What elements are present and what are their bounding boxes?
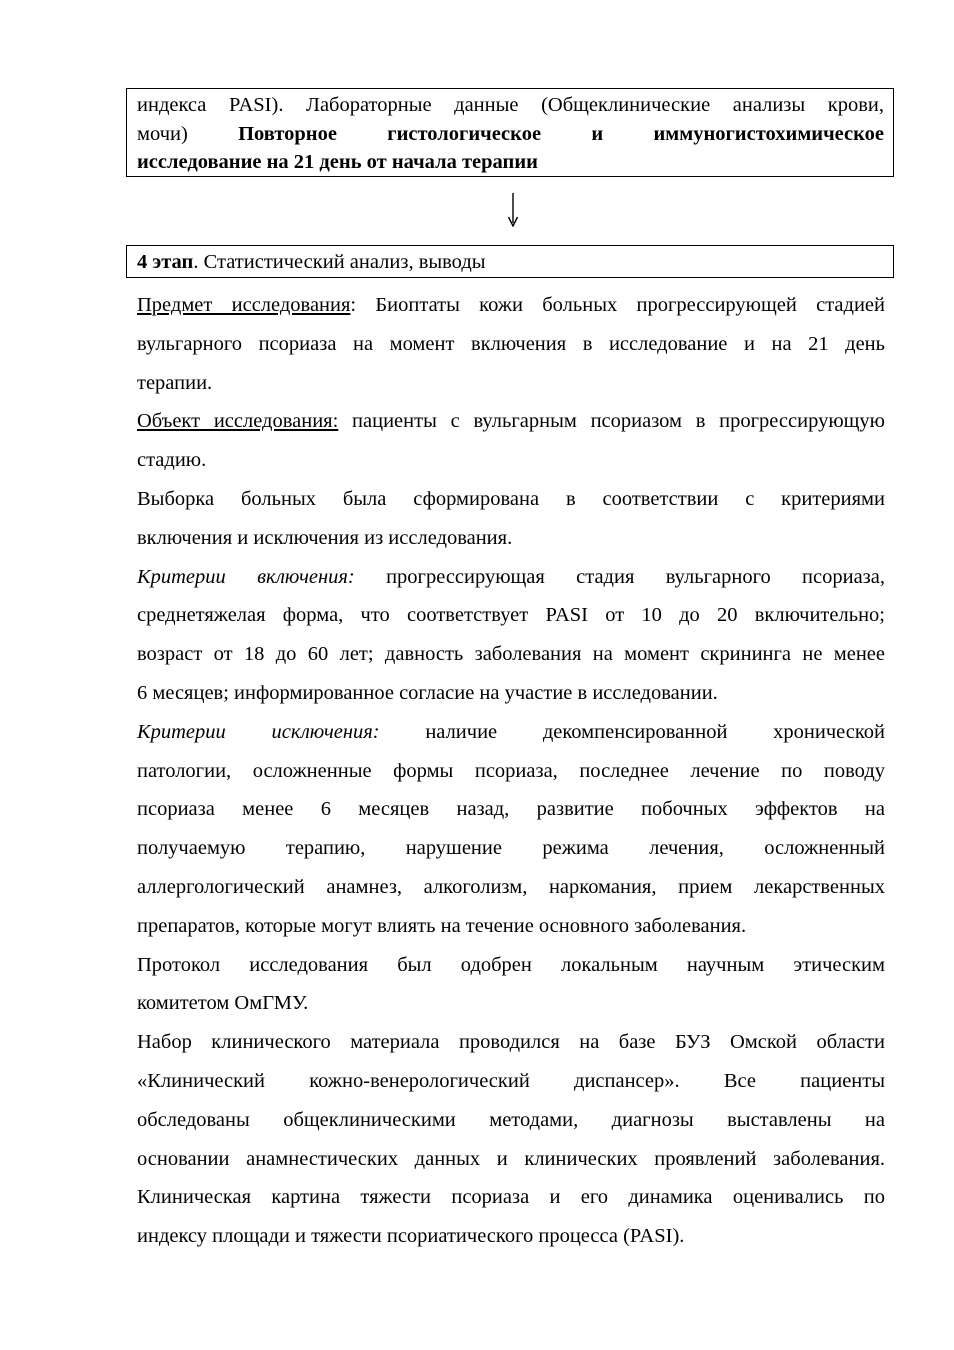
text-line (137, 829, 885, 868)
stage3-line-2-plain: мочи) (137, 122, 239, 145)
line-text: стадию. (137, 449, 207, 472)
stage3-line-3-bold: исследование на 21 день от начала терапии (137, 151, 538, 173)
text-line (137, 713, 885, 752)
line-text: вульгарного псориаза на момент включения в исследование и на 21 день (137, 332, 885, 355)
line-text: основании анамнестических данных и клинических проявлений заболевания. (137, 1147, 885, 1170)
line-text: прогрессирующая стадия вульгарного псориаза, (354, 565, 885, 588)
text-line (137, 984, 885, 1023)
text-line (137, 1217, 885, 1256)
text-line (137, 635, 885, 674)
line-text: обследованы общеклиническими методами, диагнозы выставлены на (137, 1108, 885, 1131)
line-text: получаемую терапию, нарушение режима лечения, осложненный (137, 837, 885, 860)
stage3-line-3 (137, 148, 884, 177)
stage4-label: 4 этап (137, 251, 194, 273)
text-line (137, 868, 885, 907)
italic-term: Критерии включения: (137, 565, 355, 588)
text-line (137, 402, 885, 441)
line-text: Набор клинического материала проводился на базе БУЗ Омской области (137, 1031, 885, 1054)
line-text: псориаза менее 6 месяцев назад, развитие побочных эффектов на (137, 798, 885, 821)
text-line (137, 325, 885, 364)
text-line (137, 1062, 885, 1101)
line-text: патологии, осложненные формы псориаза, последнее лечение по поводу (137, 759, 885, 782)
stage3-box (126, 88, 894, 177)
italic-term: Критерии исключения: (137, 720, 380, 743)
text-line (137, 596, 885, 635)
text-line (137, 1101, 885, 1140)
line-text: среднетяжелая форма, что соответствует PASI от 10 до 20 включительно; (137, 604, 885, 627)
text-line (137, 1140, 885, 1179)
stage4-box (126, 245, 894, 278)
line-text: 6 месяцев; информированное согласие на участие в исследовании. (137, 681, 718, 704)
line-text: возраст от 18 до 60 лет; давность заболевания на момент скрининга не менее (137, 643, 885, 666)
text-line (137, 480, 885, 519)
text-line (137, 1023, 885, 1062)
stage3-line-1: индекса PASI). Лабораторные данные (Общеклинические анализы крови, (137, 94, 884, 116)
line-text: препаратов, которые могут влиять на течение основного заболевания. (137, 914, 747, 937)
underlined-term: Объект исследования: (137, 410, 339, 433)
text-line (137, 946, 885, 985)
body-text (137, 286, 885, 1256)
text-line (137, 790, 885, 829)
stage3-line-2-bold: Повторное гистологическое и иммуногистохимическое (238, 122, 884, 145)
line-text: включения и исключения из исследования. (137, 526, 513, 549)
stage4-text: . Статистический анализ, выводы (193, 251, 486, 273)
line-text: комитетом ОмГМУ. (137, 992, 309, 1015)
line-text: Клиническая картина тяжести псориаза и его динамика оценивались по (137, 1186, 885, 1209)
line-text: : Биоптаты кожи больных прогрессирующей стадией (350, 294, 885, 316)
line-text: наличие декомпенсированной хронической (379, 720, 885, 743)
line-text: «Клинический кожно-венерологический диспансер». Все пациенты (137, 1069, 885, 1092)
text-line (137, 752, 885, 791)
text-line (137, 286, 885, 325)
text-line (137, 1178, 885, 1217)
line-text: Выборка больных была сформирована в соответствии с критериями (137, 487, 885, 510)
line-text: пациенты с вульгарным псориазом в прогрессирующую (338, 410, 885, 433)
line-text: Протокол исследования был одобрен локальным научным этическим (137, 953, 885, 976)
stage3-line-2 (137, 120, 884, 149)
down-arrow-icon (505, 193, 521, 227)
text-line (137, 519, 885, 558)
text-line (137, 907, 885, 946)
text-line (137, 364, 885, 403)
line-text: терапии. (137, 371, 213, 394)
text-line (137, 441, 885, 480)
line-text: аллергологический анамнез, алкоголизм, наркомания, прием лекарственных (137, 875, 885, 898)
text-line (137, 674, 885, 713)
line-text: индексу площади и тяжести псориатического процесса (PASI). (137, 1225, 685, 1248)
text-line (137, 558, 885, 597)
underlined-term: Предмет исследования (137, 294, 351, 316)
